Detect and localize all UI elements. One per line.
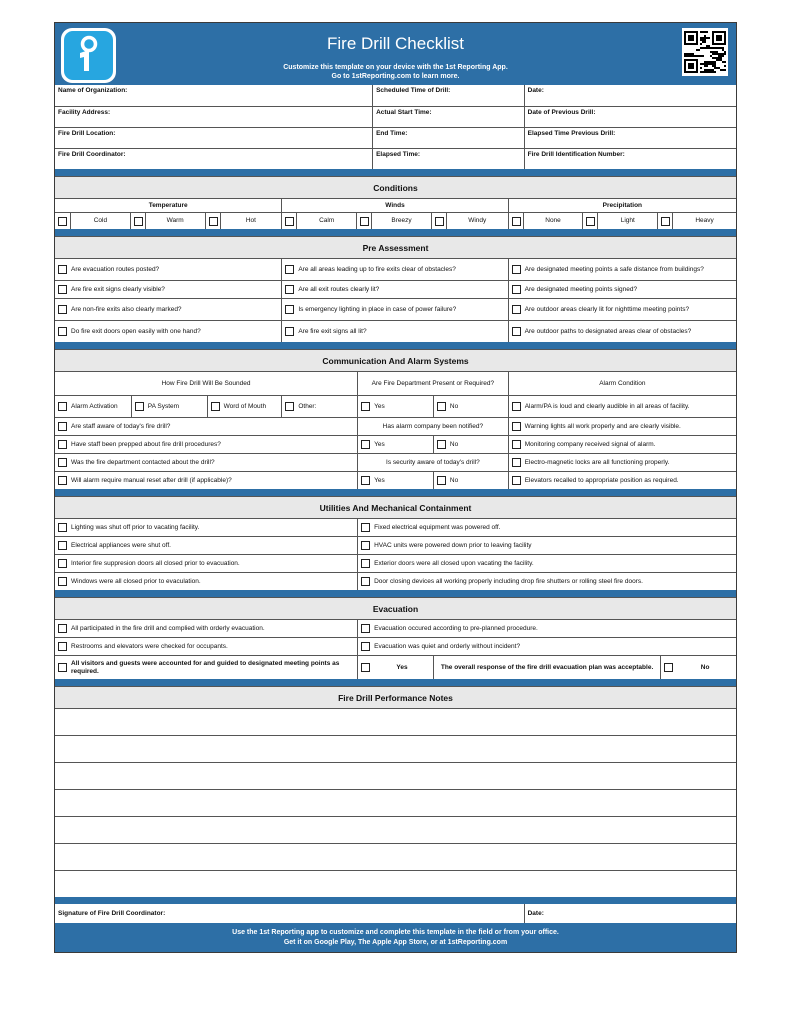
utility-item-label: Windows were all closed prior to evaculation. [71, 577, 201, 585]
info-field-label: Date: [524, 85, 736, 106]
comm-question-checkbox[interactable] [58, 476, 67, 485]
evac-yes-label: Yes [396, 663, 408, 671]
pre-assessment-item-label: Are designated meeting points signed? [524, 285, 638, 293]
utilities-title: Utilities And Mechanical Containment [55, 496, 736, 518]
evacuation-item-checkbox[interactable] [58, 624, 67, 633]
condition-checkbox[interactable] [512, 217, 521, 226]
comm-question-checkbox[interactable] [58, 440, 67, 449]
pre-assessment-item-label: Are all areas leading up to fire exits clear of obstacles? [298, 265, 456, 273]
comm-question-label: Have staff been prepped about fire drill procedures? [71, 440, 221, 448]
sounded-heading: How Fire Drill Will Be Sounded [161, 379, 251, 387]
comm-mid-question: Is security aware of today's drill? [357, 454, 508, 471]
alarm-audible-label: Alarm/PA is loud and clearly audible in all areas of facility. [524, 402, 690, 410]
pa-system-label: PA System [147, 402, 180, 410]
yes-label: Yes [374, 402, 385, 410]
comm-yes-checkbox[interactable] [361, 476, 370, 485]
notes-line[interactable] [55, 708, 736, 735]
alarm-activation-checkbox[interactable] [58, 402, 67, 411]
pre-assessment-item-checkbox[interactable] [512, 327, 521, 336]
utility-item-checkbox[interactable] [361, 523, 370, 532]
comm-question-label: Was the fire department contacted about the drill? [71, 458, 215, 466]
evacuation-item-label: Restrooms and elevators were checked for occupants. [71, 642, 228, 650]
comm-question-checkbox[interactable] [58, 422, 67, 431]
comm-no-label: No [449, 440, 459, 448]
fire-dept-yes-checkbox[interactable] [361, 402, 370, 411]
pre-assessment-item-checkbox[interactable] [58, 305, 67, 314]
alarm-condition-item-checkbox[interactable] [512, 422, 521, 431]
header-learn-more: Go to 1stReporting.com to learn more. [331, 73, 460, 80]
notes-line[interactable] [55, 789, 736, 816]
condition-checkbox[interactable] [360, 217, 369, 226]
utility-item-checkbox[interactable] [58, 541, 67, 550]
utility-item-checkbox[interactable] [58, 559, 67, 568]
evacuation-item-label: Evacuation occured according to pre-planned procedure. [374, 624, 538, 632]
pre-assessment-item-label: Are evacuation routes posted? [71, 265, 160, 273]
pre-assessment-item-checkbox[interactable] [512, 285, 521, 294]
pre-assessment-item-checkbox[interactable] [285, 285, 294, 294]
alarm-condition-item-label: Warning lights all work properly and are clearly visible. [524, 422, 681, 430]
other-label: Other: [298, 402, 317, 410]
condition-checkbox[interactable] [285, 217, 294, 226]
condition-option-label: Hot [220, 213, 282, 229]
evacuation-item-checkbox[interactable] [361, 642, 370, 651]
pre-assessment-item-label: Do fire exit doors open easily with one hand? [71, 327, 201, 335]
condition-option-label: Light [597, 213, 657, 229]
precipitation-heading: Precipitation [508, 199, 736, 212]
condition-checkbox[interactable] [586, 217, 595, 226]
utility-item-label: Electrical appliances were shut off. [71, 541, 171, 549]
info-field-label: Fire Drill Location: [58, 130, 116, 137]
footer-line-1: Use the 1st Reporting app to customize and complete this template in the field or from your office. [232, 929, 559, 936]
no-label: No [449, 402, 459, 410]
alarm-condition-item-checkbox[interactable] [512, 476, 521, 485]
temperature-heading: Temperature [148, 201, 188, 209]
comm-yes-checkbox[interactable] [361, 440, 370, 449]
word-of-mouth-checkbox[interactable] [211, 402, 220, 411]
evacuation-item-checkbox[interactable] [58, 642, 67, 651]
pre-assessment-item-checkbox[interactable] [285, 265, 294, 274]
alarm-condition-item-checkbox[interactable] [512, 458, 521, 467]
condition-option-label: Warm [145, 213, 205, 229]
evac-no-label: No [700, 663, 710, 671]
evacuation-title: Evacuation [55, 597, 736, 619]
word-of-mouth-label: Word of Mouth [223, 402, 267, 410]
checklist-form [54, 22, 737, 953]
condition-option-label: None [523, 213, 583, 229]
info-field-label: Facility Address: [58, 109, 111, 116]
evacuation-item-label: All participated in the fire drill and complied with orderly evacuation. [71, 624, 265, 632]
evac-yes-checkbox[interactable] [361, 663, 370, 672]
condition-checkbox[interactable] [58, 217, 67, 226]
notes-line[interactable] [55, 762, 736, 789]
pre-assessment-item-checkbox[interactable] [285, 305, 294, 314]
utility-item-checkbox[interactable] [361, 559, 370, 568]
visitors-accounted-checkbox[interactable] [58, 663, 67, 672]
alarm-condition-item-checkbox[interactable] [512, 440, 521, 449]
info-field-label: Name of Organization: [58, 87, 128, 94]
qr-code-icon [682, 28, 728, 76]
info-field-label: Actual Start Time: [372, 107, 524, 127]
pre-assessment-item-checkbox[interactable] [58, 327, 67, 336]
visitors-accounted-label: All visitors and guests were accounted for and guided to designated meeting points as required. [71, 660, 340, 675]
utility-item-label: Exterior doors were all closed upon vacating the facility. [374, 559, 534, 567]
signature-date-label: Date: [524, 904, 736, 923]
alarm-condition-item-label: Monitoring company received signal of alarm. [524, 440, 656, 448]
alarm-activation-label: Alarm Activation [71, 402, 118, 410]
pre-assessment-item-checkbox[interactable] [285, 327, 294, 336]
pre-assessment-item-label: Is emergency lighting in place in case of power failure? [298, 305, 457, 313]
notes-line[interactable] [55, 735, 736, 762]
condition-checkbox[interactable] [134, 217, 143, 226]
notes-line[interactable] [55, 843, 736, 870]
info-field-label: Fire Drill Coordinator: [58, 151, 126, 158]
notes-line[interactable] [55, 870, 736, 897]
other-checkbox[interactable] [285, 402, 294, 411]
evacuation-item-checkbox[interactable] [361, 624, 370, 633]
utility-item-checkbox[interactable] [361, 541, 370, 550]
utility-item-label: Interior fire suppresion doors all closed prior to evacuation. [71, 559, 240, 567]
comm-mid-question: Has alarm company been notified? [357, 418, 508, 435]
overall-response-label: The overall response of the fire drill evacuation plan was acceptable. [433, 656, 660, 679]
communication-title: Communication And Alarm Systems [55, 349, 736, 371]
comm-question-label: Will alarm require manual reset after drill (if applicable)? [71, 476, 232, 484]
pre-assessment-item-label: Are fire exit signs all lit? [298, 327, 367, 335]
pre-assessment-title: Pre Assessment [55, 236, 736, 258]
info-field-label: Scheduled Time of Drill: [372, 85, 524, 106]
comm-no-label: No [449, 476, 459, 484]
alarm-condition-item-label: Electro-magnetic locks are all functioning properly. [524, 458, 670, 466]
condition-option-label: Cold [70, 213, 130, 229]
evac-no-checkbox[interactable] [664, 663, 673, 672]
pre-assessment-item-checkbox[interactable] [58, 265, 67, 274]
alarm-audible-checkbox[interactable] [512, 402, 521, 411]
condition-option-label: Calm [296, 213, 356, 229]
utility-item-label: Lighting was shut off prior to vacating facility. [71, 523, 200, 531]
signature-label: Signature of Fire Drill Coordinator: [58, 909, 166, 917]
pre-assessment-item-label: Are designated meeting points a safe distance from buildings? [524, 265, 704, 273]
fire-dept-no-checkbox[interactable] [437, 402, 446, 411]
info-field-label: Elapsed Time Previous Drill: [524, 128, 736, 148]
pre-assessment-item-label: Are outdoor areas clearly lit for nighttime meeting points? [524, 305, 690, 313]
condition-checkbox[interactable] [661, 217, 670, 226]
comm-yes-label: Yes [374, 440, 385, 448]
footer-line-2: Get it on Google Play, The Apple App Store, or at 1stReporting.com [283, 939, 508, 946]
header-subtitle: Customize this template on your device with the 1st Reporting App. [283, 64, 508, 71]
utility-item-checkbox[interactable] [361, 577, 370, 586]
info-field-label: End Time: [372, 128, 524, 148]
pre-assessment-item-label: Are all exit routes clearly lit? [298, 285, 380, 293]
condition-option-label: Heavy [672, 213, 736, 229]
header-band [55, 23, 736, 85]
condition-option-label: Windy [446, 213, 508, 229]
fire-dept-heading: Are Fire Department Present or Required? [357, 372, 508, 395]
form-title: Fire Drill Checklist [327, 34, 464, 53]
utility-item-checkbox[interactable] [58, 523, 67, 532]
pre-assessment-item-checkbox[interactable] [512, 265, 521, 274]
pre-assessment-item-checkbox[interactable] [58, 285, 67, 294]
footer-band [55, 923, 736, 952]
conditions-title: Conditions [55, 176, 736, 198]
alarm-condition-heading: Alarm Condition [508, 372, 736, 395]
winds-heading: Winds [281, 199, 507, 212]
comm-no-checkbox[interactable] [437, 476, 446, 485]
pre-assessment-item-label: Are non-fire exits also clearly marked? [71, 305, 182, 313]
info-field-label: Elapsed Time: [372, 149, 524, 169]
info-field-label: Fire Drill Identification Number: [524, 149, 736, 169]
comm-question-checkbox[interactable] [58, 458, 67, 467]
condition-option-label: Breezy [371, 213, 431, 229]
utility-item-checkbox[interactable] [58, 577, 67, 586]
notes-line[interactable] [55, 816, 736, 843]
pre-assessment-item-label: Are outdoor paths to designated areas clear of obstacles? [524, 327, 692, 335]
alarm-condition-item-label: Elevators recalled to appropriate position as required. [524, 476, 679, 484]
pa-system-checkbox[interactable] [135, 402, 144, 411]
condition-checkbox[interactable] [435, 217, 444, 226]
pre-assessment-item-checkbox[interactable] [512, 305, 521, 314]
utility-item-label: HVAC units were powered down prior to leaving facility [374, 541, 532, 549]
condition-checkbox[interactable] [209, 217, 218, 226]
notes-title: Fire Drill Performance Notes [55, 686, 736, 708]
evacuation-item-label: Evacuation was quiet and orderly without incident? [374, 642, 521, 650]
utility-item-label: Door closing devices all working properly including drop fire shutters or rolling steel fire doors. [374, 577, 643, 585]
comm-yes-label: Yes [374, 476, 385, 484]
comm-no-checkbox[interactable] [437, 440, 446, 449]
info-field-label: Date of Previous Drill: [524, 107, 736, 127]
pre-assessment-item-label: Are fire exit signs clearly visible? [71, 285, 165, 293]
utility-item-label: Fixed electrical equipment was powered off. [374, 523, 501, 531]
comm-question-label: Are staff aware of today's fire drill? [71, 422, 171, 430]
